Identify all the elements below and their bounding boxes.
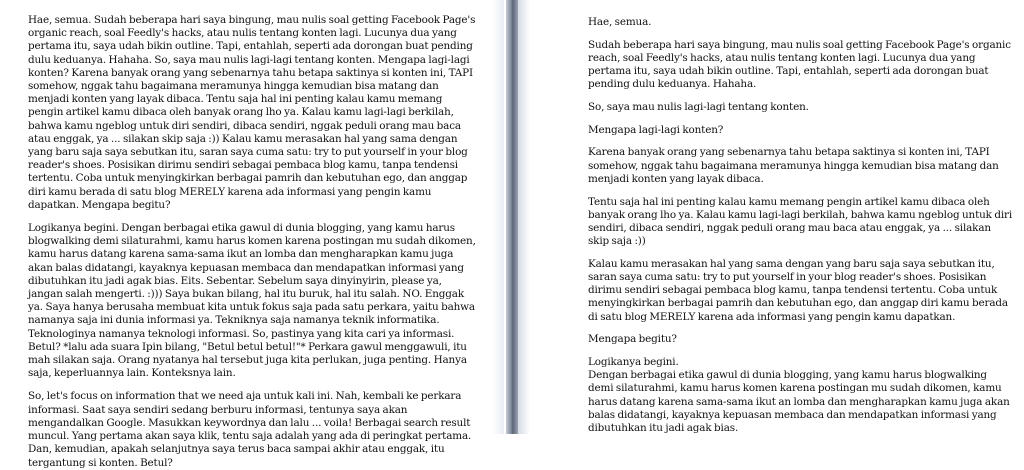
- left-paragraph-2: Logikanya begini. Dengan berbagai etika gawul di dunia blogging, yang kamu harus blogwalking demi silaturahmi, kamu harus komen karena postingan mu sudah dikomen, kamu harus datang karena sama-sama ikut an lomba dan mengharapkan kamu juga akan balas didatangi, kayaknya kepuasan membaca dan mendapatkan informasi yang dibutuhkan itu jadi agak bias. Eits. Sebentar. Sebelum saya dinyinyirin, please ya, jangan salah mengerti. :))) Saya bukan bilang, hal itu buruk, hal itu salah. NO. Enggak ya. Saya hanya berusaha membuat kita untuk fokus saja pada satu perkara, yaitu bahwa namanya saja ini dunia informasi ya. Tekniknya saja namanya teknik informatika. Teknologinya namanya teknologi informasi. So, pastinya yang kita cari ya informasi. Betul? *lalu ada suara Ipin bilang, "Betul betul betul!"* Perkara gawul menggawuli, itu mah silakan saja. Orang nyatanya hal tersebut juga kita perlukan, juga penting. Hanya saja, keperluannya lain. Konteksnya lain.: [28, 222, 476, 380]
- right-paragraph-1: Hae, semua.: [588, 16, 652, 28]
- right-paragraph-6: Tentu saja hal ini penting kalau kamu memang pengin artikel kamu dibaca oleh banyak orang lho ya. Kalau kamu lagi-lagi berkilah, bahwa kamu ngeblog untuk diri sendiri, dibaca sendiri, nggak peduli orang mau baca atau enggak, ya ... silakan skip saja :)): [588, 195, 1013, 248]
- gutter-shadow-left: [492, 0, 504, 434]
- gutter-shadow-right: [518, 0, 530, 434]
- right-paragraph-7: Kalau kamu merasakan hal yang sama dengan yang baru saja saya sebutkan itu, saran saya cuma satu: try to put yourself in your blog reader's shoes. Posisikan dirimu sendiri sebagai pembaca blog kamu, tanpa tendensi tertentu. Coba untuk menyingkirkan berbagai pamrih dan kebutuhan ego, dan anggap diri kamu berada di satu blog MERELY karena ada informasi yang pengin kamu dapatkan.: [588, 257, 1008, 323]
- right-paragraph-4: Mengapa lagi-lagi konten?: [588, 123, 724, 136]
- right-paragraph-8: Mengapa begitu?: [588, 333, 677, 346]
- right-document-page: [530, 0, 1024, 434]
- left-paragraph-1: Hae, semua. Sudah beberapa hari saya bingung, mau nulis soal getting Facebook Page's organic reach, soal Feedly's hacks, atau nulis tentang konten lagi. Lucunya dua yang pertama itu, saya udah bikin outline. Tapi, entahlah, seperti ada dorongan buat pending dulu keduanya. Hahaha. So, saya mau nulis lagi-lagi tentang konten. Mengapa lagi-lagi konten? Karena banyak orang yang sebenarnya tahu betapa saktinya si konten ini, TAPI somehow, nggak tahu bagaimana meramunya hingga kemudian bisa matang dan menjadi konten yang layak dibaca. Tentu saja hal ini penting kalau kamu memang pengin artikel kamu dibaca oleh banyak orang lho ya. Kalau kamu lagi-lagi berkilah, bahwa kamu ngeblog untuk diri sendiri, dibaca sendiri, nggak peduli orang mau baca atau enggak, ya ... silakan skip saja :)) Kalau kamu merasakan hal yang sama dengan yang baru saja saya sebutkan itu, saran saya cuma satu: try to put yourself in your blog reader's shoes. Posisikan dirimu sendiri sebagai pembaca blog kamu, tanpa tendensi tertentu. Coba untuk menyingkirkan berbagai pamrih dan kebutuhan ego, dan anggap diri kamu berada di satu blog MERELY karena ada informasi yang pengin kamu dapatkan. Mengapa begitu?: [28, 14, 476, 211]
- right-paragraph-3: So, saya mau nulis lagi-lagi tentang konten.: [588, 101, 809, 114]
- right-paragraph-9: Logikanya begini. Dengan berbagai etika gawul di dunia blogging, yang kamu harus blogwalking demi silaturahmi, kamu harus komen karena postingan mu sudah dikomen, kamu harus datang karena sama-sama ikut an lomba dan mengharapkan kamu juga akan balas didatangi, kayaknya kepuasan membaca dan mendapatkan informasi yang dibutuhkan itu jadi agak bias.: [588, 356, 1010, 435]
- right-paragraph-2: Sudah beberapa hari saya bingung, mau nulis soal getting Facebook Page's organic reach, soal Feedly's hacks, atau nulis tentang konten lagi. Lucunya dua yang pertama itu, saya udah bikin outline. Tapi, entahlah, seperti ada dorongan buat pending dulu keduanya. Hahaha.: [588, 38, 1011, 91]
- right-paragraph-5: Karena banyak orang yang sebenarnya tahu betapa saktinya si konten ini, TAPI somehow, nggak tahu bagaimana meramunya hingga kemudian bisa matang dan menjadi konten yang layak dibaca.: [588, 146, 999, 185]
- left-paragraph-3: So, let's focus on information that we need aja untuk kali ini. Nah, kembali ke perkara informasi. Saat saya sendiri sedang berburu informasi, tentunya saya akan mengandalkan Google. Masukkan keywordnya dan lalu ... voila! Berbagai search result muncul. Yang pertama akan saya klik, tentu saja adalah yang ada di peringkat pertama. Dan, kemudian, apakah selanjutnya saya terus baca sampai akhir atau enggak, itu tergantung si konten. Betul?: [28, 390, 472, 469]
- page-divider: [506, 0, 518, 434]
- left-document-page: [0, 0, 492, 469]
